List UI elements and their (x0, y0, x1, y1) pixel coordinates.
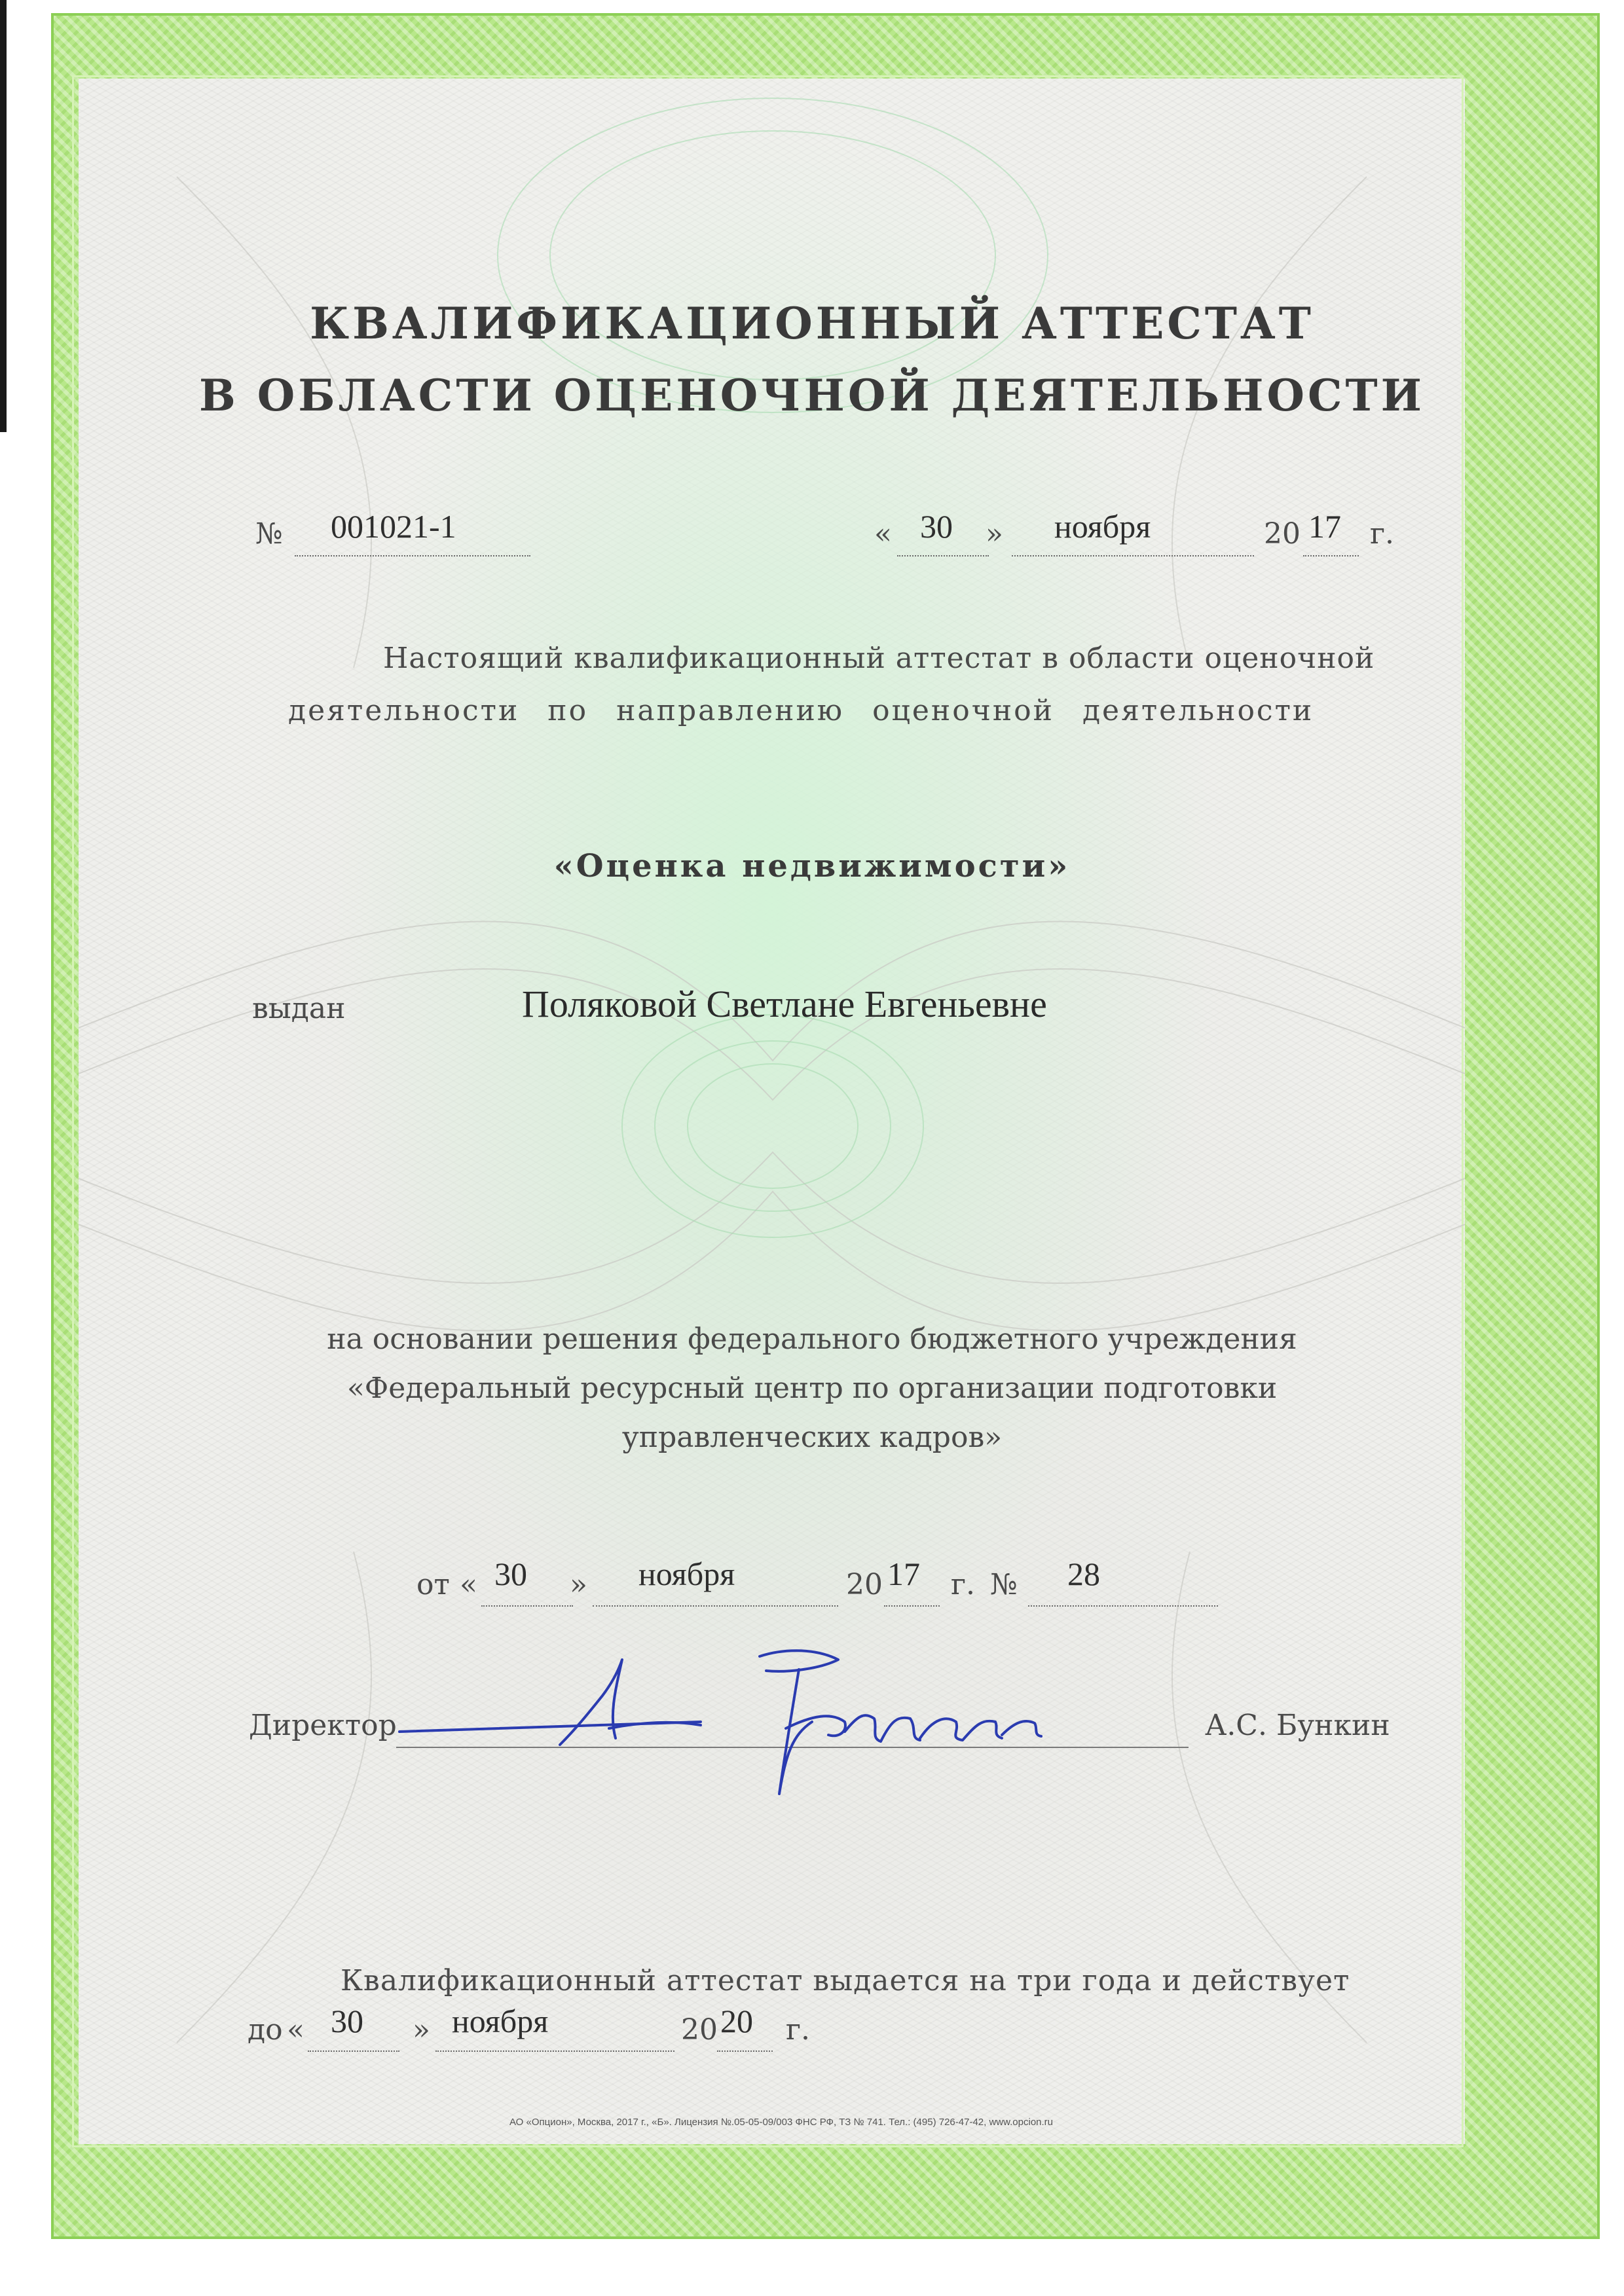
issue-year-underline (1303, 555, 1359, 556)
issue-year-prefix: 20 (1264, 517, 1301, 551)
issue-year-suffix: 17 (1308, 508, 1341, 545)
director-label: Директор (249, 1709, 397, 1742)
decision-from-label: от (416, 1568, 450, 1601)
decision-open-quote: « (460, 1568, 477, 1601)
printer-info: АО «Опцион», Москва, 2017 г., «Б». Лицензия №.05-05-09/003 ФНС РФ, ТЗ № 741. Тел.: (495) 726-47-42, www.opcion.ru (509, 2117, 1054, 2128)
valid-month-underline (435, 2050, 674, 2052)
director-signature (393, 1597, 1054, 1820)
certificate-number: 001021-1 (331, 508, 456, 545)
title-line-1: КВАЛИФИКАЦИОННЫЙ АТТЕСТАТ (310, 298, 1314, 349)
decision-close-quote: » (570, 1568, 587, 1601)
validity-line-1: Квалификационный аттестат выдается на три года и действует (341, 1964, 1350, 1997)
issued-label: выдан (252, 992, 346, 1025)
decision-year-suffix: 17 (887, 1556, 920, 1592)
valid-year-underline (717, 2050, 773, 2052)
decision-number-label: № (990, 1568, 1018, 1601)
decision-year-prefix: 20 (846, 1568, 883, 1601)
decision-year-unit: г. (951, 1568, 976, 1601)
intro-line-1: Настоящий квалификационный аттестат в области оценочной (383, 642, 1375, 675)
valid-until-close-quote: » (413, 2013, 430, 2047)
scan-edge (0, 0, 7, 432)
decision-number: 28 (1067, 1556, 1100, 1592)
decision-number-underline (1028, 1605, 1218, 1607)
valid-until-label: до (248, 2013, 283, 2047)
title-line-2: В ОБЛАСТИ ОЦЕНОЧНОЙ ДЕЯТЕЛЬНОСТИ (199, 370, 1425, 421)
number-label: № (255, 517, 283, 551)
decision-day: 30 (494, 1556, 527, 1592)
valid-until-month: ноября (452, 2003, 549, 2039)
valid-until-open-quote: « (287, 2013, 304, 2047)
basis-line-1: на основании решения федерального бюджетного учреждения (327, 1322, 1297, 1356)
issue-year-unit: г. (1370, 517, 1395, 551)
direction-title: «Оценка недвижимости» (553, 848, 1071, 884)
director-name: А.С. Бункин (1205, 1709, 1390, 1742)
basis-line-3: управленческих кадров» (621, 1421, 1003, 1454)
issue-day-underline (897, 555, 989, 556)
issue-date-close-quote: » (986, 517, 1003, 551)
issue-month-underline (1012, 555, 1254, 556)
valid-until-year-prefix: 20 (681, 2013, 718, 2047)
valid-day-underline (308, 2050, 399, 2052)
valid-until-day: 30 (331, 2003, 363, 2039)
issue-day: 30 (920, 508, 953, 545)
intro-line-2: деятельности по направлению оценочной деятельности (288, 694, 1314, 727)
basis-line-2: «Федеральный ресурсный центр по организации подготовки (346, 1372, 1278, 1405)
holder-name: Поляковой Светлане Евгеньевне (522, 983, 1047, 1025)
valid-until-year-suffix: 20 (720, 2003, 753, 2039)
valid-until-year-unit: г. (786, 2013, 811, 2047)
issue-date-open-quote: « (874, 517, 892, 551)
number-underline (295, 555, 530, 556)
decision-month: ноября (638, 1556, 735, 1592)
issue-month: ноября (1054, 508, 1151, 545)
